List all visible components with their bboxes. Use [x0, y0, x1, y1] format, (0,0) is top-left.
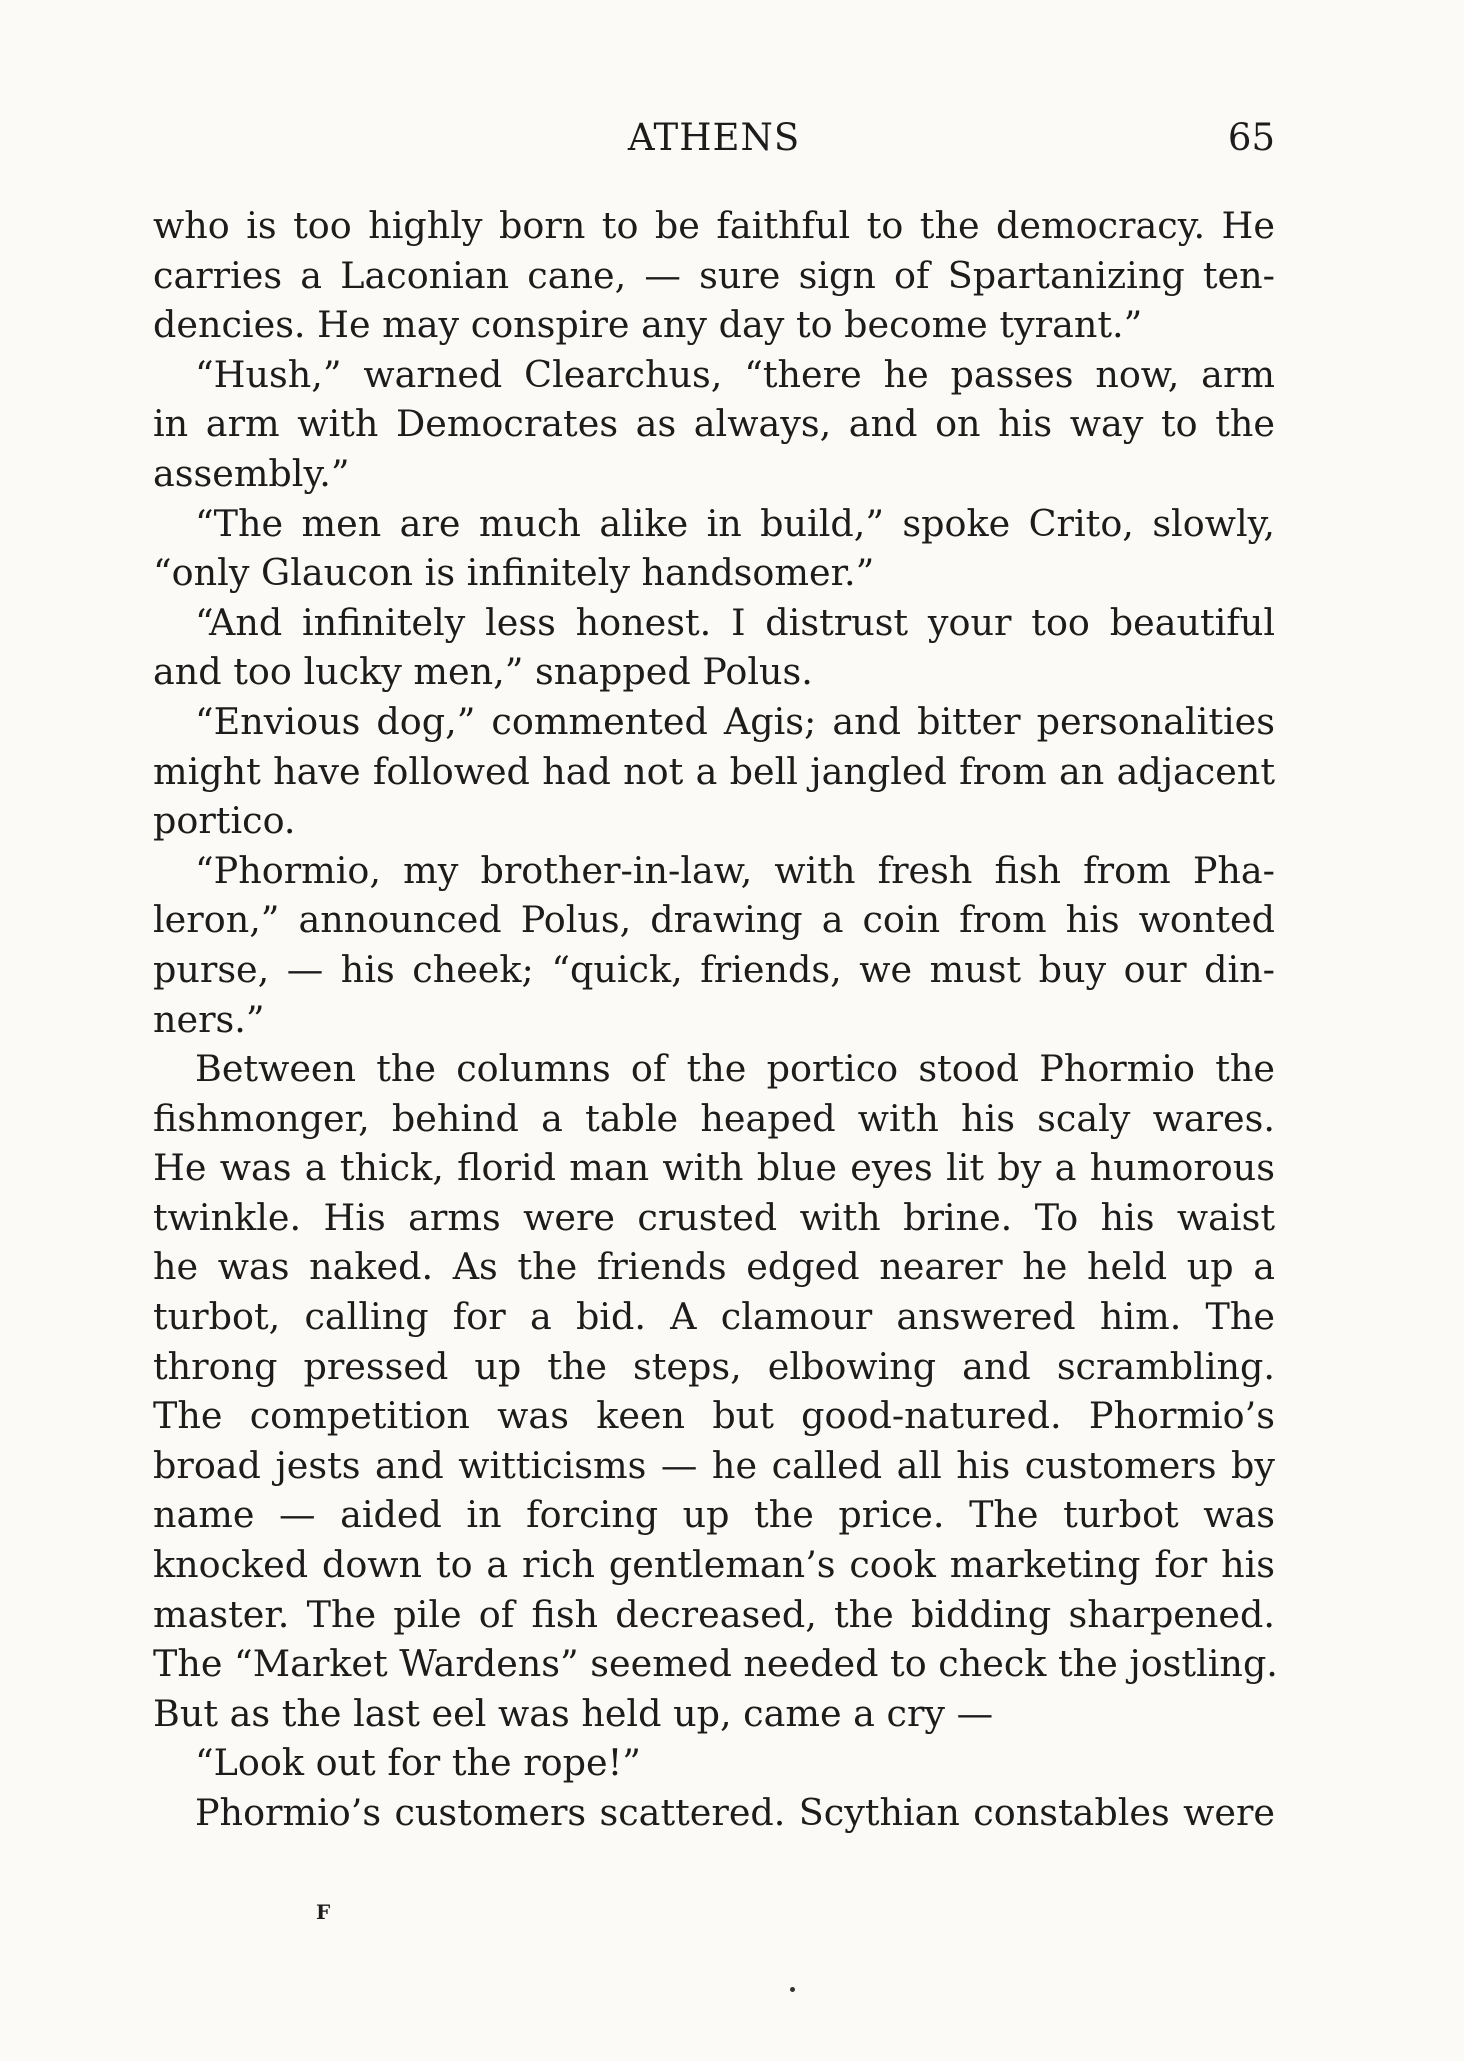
text-line: dencies. He may conspire any day to become tyrant.” [153, 303, 1143, 347]
text-line: twinkle. His arms were crusted with brine. To his waist [153, 1195, 1275, 1239]
text-line: carries a Laconian cane, — sure sign of Spartanizing ten- [153, 253, 1275, 297]
text-line: The “Market Wardens” seemed needed to check the jostling. [153, 1642, 1278, 1686]
text-line: broad jests and witticisms — he called all his customers by [153, 1443, 1275, 1487]
text-line: The competition was keen but good-natured. Phormio’s [153, 1394, 1275, 1438]
text-line: purse, — his cheek; “quick, friends, we must buy our din- [153, 947, 1275, 991]
text-line: throng pressed up the steps, elbowing and scrambling. [153, 1344, 1275, 1388]
page-header [153, 112, 1275, 164]
text-line: leron,” announced Polus, drawing a coin from his wonted [153, 898, 1275, 942]
text-line: “Phormio, my brother-in-law, with fresh fish from Pha- [195, 848, 1275, 892]
text-line: in arm with Democrates as always, and on his way to the [153, 402, 1275, 446]
text-line: “Hush,” warned Clearchus, “there he passes now, arm [195, 352, 1275, 396]
text-line: “And infinitely less honest. I distrust your too beautiful [195, 600, 1275, 644]
text-line: knocked down to a rich gentleman’s cook marketing for his [153, 1543, 1275, 1587]
signature-mark: F [316, 1900, 332, 1924]
text-line: ners.” [153, 997, 265, 1041]
ink-speck [790, 1987, 795, 1992]
page-number: 65 [1227, 116, 1275, 159]
text-line: assembly.” [153, 451, 350, 495]
text-line: “The men are much alike in build,” spoke Crito, slowly, [195, 501, 1275, 545]
text-line: master. The pile of fish decreased, the bidding sharpened. [153, 1592, 1275, 1636]
text-line: “Envious dog,” commented Agis; and bitter personalities [195, 699, 1275, 743]
text-line: fishmonger, behind a table heaped with his scaly wares. [153, 1096, 1275, 1140]
text-line: He was a thick, florid man with blue eyes lit by a humorous [153, 1146, 1275, 1190]
text-line: turbot, calling for a bid. A clamour answered him. The [153, 1295, 1275, 1339]
text-line: But as the last eel was held up, came a cry — [153, 1691, 994, 1735]
text-line: name — aided in forcing up the price. The turbot was [153, 1493, 1275, 1537]
running-title: ATHENS [627, 116, 801, 159]
text-line: “only Glaucon is infinitely handsomer.” [153, 551, 875, 595]
body-text [153, 201, 1278, 1838]
text-line: portico. [153, 799, 296, 843]
text-line: he was naked. As the friends edged nearer he held up a [153, 1245, 1275, 1289]
text-line: Between the columns of the portico stood Phormio the [195, 1047, 1275, 1091]
text-line: and too lucky men,” snapped Polus. [153, 650, 813, 694]
text-line: might have followed had not a bell jangled from an adjacent [153, 749, 1275, 793]
text-line: who is too highly born to be faithful to the democracy. He [153, 204, 1275, 247]
text-line: “Look out for the rope!” [195, 1741, 641, 1785]
text-line: Phormio’s customers scattered. Scythian constables were [195, 1791, 1275, 1834]
